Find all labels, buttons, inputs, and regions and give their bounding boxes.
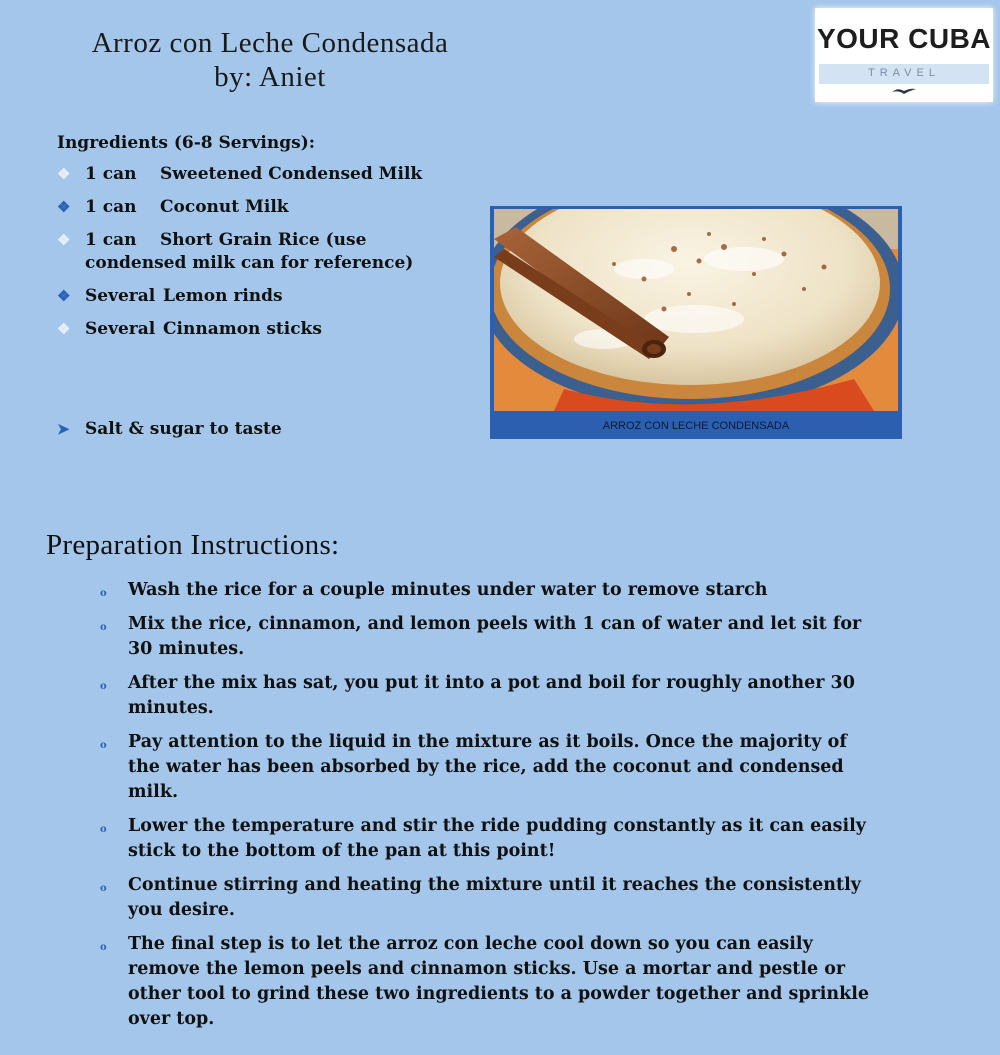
preparation-step — [100, 730, 880, 805]
diamond-bullet-icon: ❖ — [57, 165, 71, 183]
preparation-step — [100, 932, 880, 1032]
ingredient-qty: 1 can — [85, 164, 137, 184]
recipe-author-line: by: Aniet — [214, 61, 326, 93]
diamond-bullet-icon: ❖ — [57, 198, 71, 216]
circle-bullet-icon: o — [100, 942, 107, 953]
rice-pudding-image — [494, 209, 898, 411]
logo-main-text: YOUR CUBA — [816, 23, 992, 54]
step-text: Pay attention to the liquid in the mixture as it boils. Once the majority of the water has been absorbed by the rice, add the coconut and condensed milk. — [128, 732, 847, 802]
recipe-title — [40, 26, 500, 94]
preparation-step — [100, 814, 880, 864]
ingredient-name: Cinnamon sticks — [163, 319, 322, 339]
ingredient-name: Sweetened Condensed Milk — [160, 164, 423, 184]
preparation-step — [100, 612, 880, 662]
step-text: Lower the temperature and stir the ride pudding constantly as it can easily stick to the bottom of the pan at this point! — [128, 816, 866, 861]
ingredient-qty: 1 can — [85, 230, 137, 250]
ingredient-qty: Several — [85, 286, 156, 306]
step-text: Wash the rice for a couple minutes under water to remove starch — [128, 580, 768, 600]
ingredient-item — [57, 163, 467, 186]
your-cuba-travel-logo — [815, 8, 993, 102]
rice-pudding-photo — [490, 206, 902, 439]
recipe-title-line: Arroz con Leche Condensada — [91, 27, 449, 59]
ingredient-name: Short Grain Rice (use condensed milk can for reference) — [85, 230, 414, 273]
circle-bullet-icon: o — [100, 824, 107, 835]
ingredients-list — [57, 163, 467, 351]
salt-sugar-note — [57, 418, 282, 441]
ingredient-name: Lemon rinds — [163, 286, 283, 306]
ingredient-qty: Several — [85, 319, 156, 339]
preparation-steps-list — [100, 578, 880, 1041]
arrow-bullet-icon: ➤ — [57, 420, 70, 438]
step-text: After the mix has sat, you put it into a pot and boil for roughly another 30 minutes. — [128, 673, 855, 718]
bird-icon — [891, 86, 917, 96]
circle-bullet-icon: o — [100, 681, 107, 692]
ingredient-item — [57, 229, 467, 275]
circle-bullet-icon: o — [100, 740, 107, 751]
step-text: Mix the rice, cinnamon, and lemon peels with 1 can of water and let sit for 30 minutes. — [128, 614, 862, 659]
diamond-bullet-icon: ❖ — [57, 287, 71, 305]
preparation-heading: Preparation Instructions: — [46, 529, 340, 561]
diamond-bullet-icon: ❖ — [57, 231, 71, 249]
ingredient-qty: 1 can — [85, 197, 137, 217]
ingredient-item — [57, 318, 467, 341]
circle-bullet-icon: o — [100, 588, 107, 599]
preparation-step — [100, 578, 880, 603]
preparation-step — [100, 873, 880, 923]
salt-sugar-text: Salt & sugar to taste — [85, 419, 282, 439]
logo-sub-text: TRAVEL — [868, 67, 940, 79]
step-text: The final step is to let the arroz con leche cool down so you can easily remove the lemon peels and cinnamon sticks. Use a mortar and pestle or other tool to grind these two ingredients to a powder together and sprinkle over top. — [128, 934, 870, 1029]
circle-bullet-icon: o — [100, 622, 107, 633]
ingredient-name: Coconut Milk — [160, 197, 289, 217]
photo-caption: ARROZ CON LECHE CONDENSADA — [602, 420, 790, 432]
preparation-step — [100, 671, 880, 721]
step-text: Continue stirring and heating the mixture until it reaches the consistently you desire. — [128, 875, 861, 920]
ingredient-item — [57, 285, 467, 308]
ingredients-heading: Ingredients (6-8 Servings): — [57, 133, 316, 153]
circle-bullet-icon: o — [100, 883, 107, 894]
ingredient-item — [57, 196, 467, 219]
diamond-bullet-icon: ❖ — [57, 320, 71, 338]
